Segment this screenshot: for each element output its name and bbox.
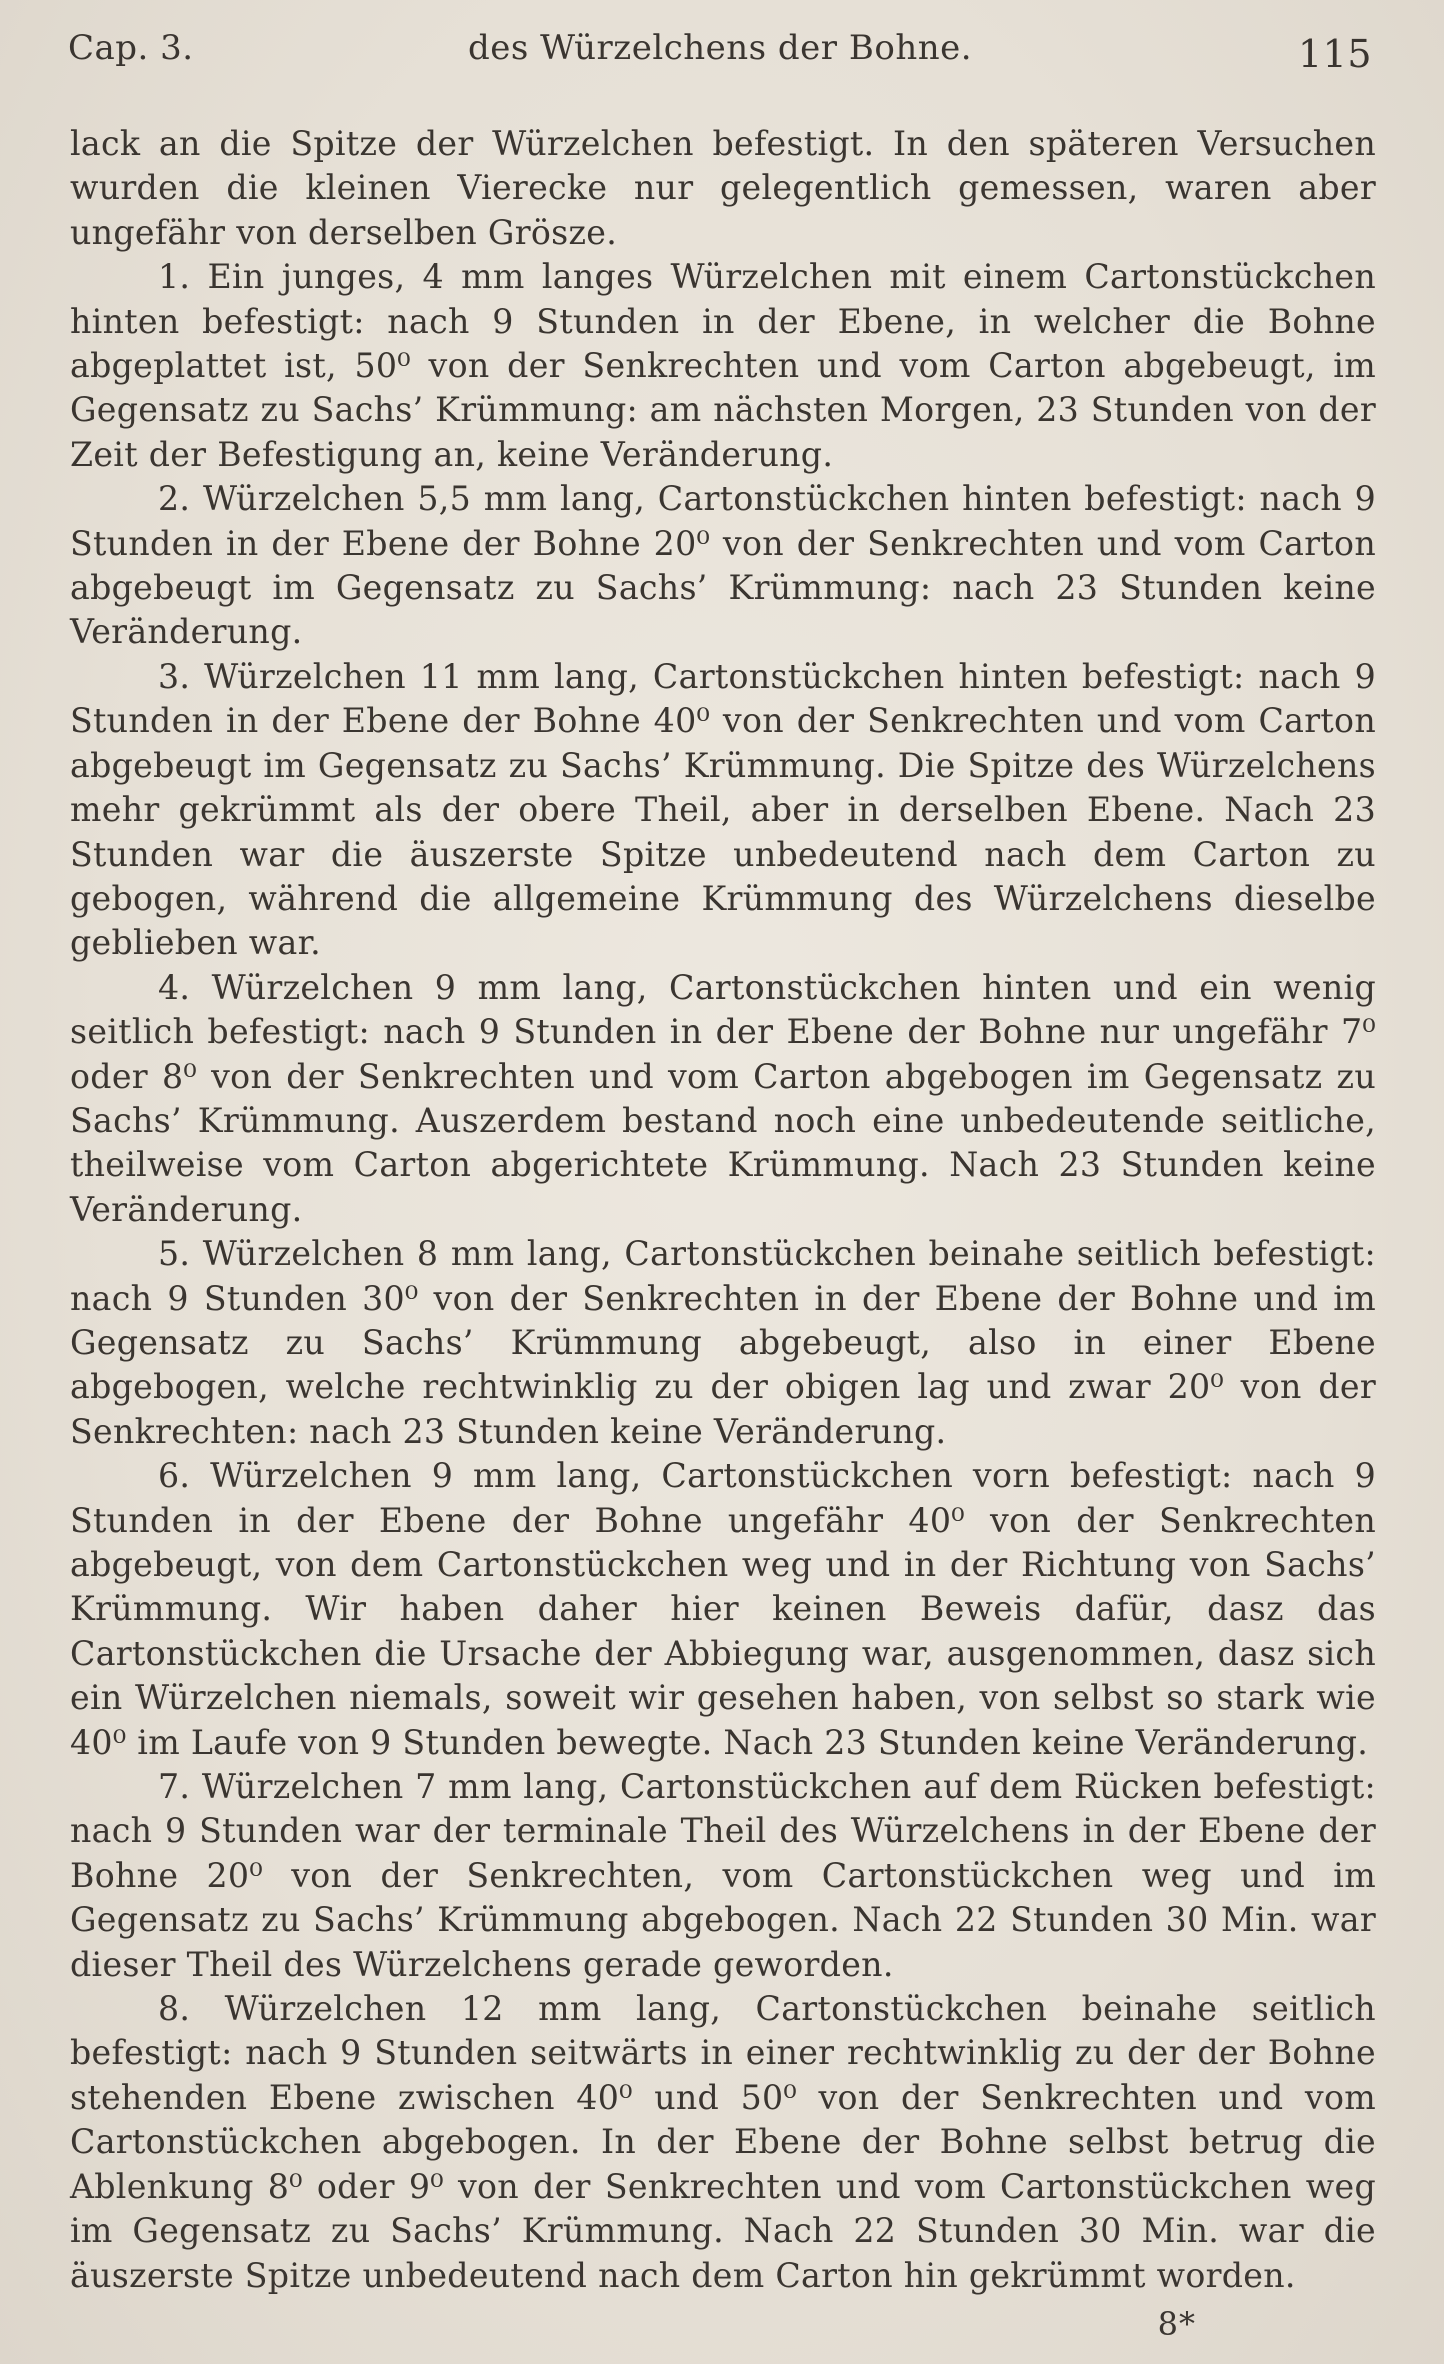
paragraph-experiment-4: 4. Würzelchen 9 mm lang, Cartonstückchen hinten und ein wenig seitlich befestigt: nach 9 Stunden in der Ebene der Bohne nur ungefähr 7⁰ oder 8⁰ von der Senkrechten und vom Carton abgebogen im Gegensatz zu Sachs’ Krümmung. Auszerdem bestand noch eine unbedeutende seitliche, theilweise vom Carton abgerichtete Krümmung. Nach 23 Stunden keine Veränderung. — [70, 967, 1376, 1229]
page-number: 115 — [1297, 32, 1372, 76]
paragraph-experiment-5: 5. Würzelchen 8 mm lang, Cartonstückchen beinahe seitlich befestigt: nach 9 Stunden 30⁰ von der Senkrechten in der Ebene der Bohne und im Gegensatz zu Sachs’ Krümmung abgebeugt, also in einer Ebene abgebogen, welche rechtwinklig zu der obigen lag und zwar 20⁰ von der Senkrechten: nach 23 Stunden keine Veränderung. — [70, 1234, 1376, 1451]
signature-mark: 8* — [1157, 2305, 1196, 2343]
paragraph-experiment-1: 1. Ein junges, 4 mm langes Würzelchen mit einem Cartonstückchen hinten befestigt: nach 9 Stunden in der Ebene, in welcher die Bohne abgeplattet ist, 50⁰ von der Senkrechten und vom Carton abgebeugt, im Gegensatz zu Sachs’ Krümmung: am nächsten Morgen, 23 Stunden von der Zeit der Befestigung an, keine Veränderung. — [70, 257, 1376, 474]
running-title: des Würzelchens der Bohne. — [467, 28, 973, 68]
paragraph-experiment-7: 7. Würzelchen 7 mm lang, Cartonstückchen auf dem Rücken befestigt: nach 9 Stunden war der terminale Theil des Würzelchens in der Ebene der Bohne 20⁰ von der Senkrechten, vom Cartonstückchen weg und im Gegensatz zu Sachs’ Krümmung abgebogen. Nach 22 Stunden 30 Min. war dieser Theil des Würzelchens gerade geworden. — [70, 1767, 1376, 1984]
paragraph-experiment-6: 6. Würzelchen 9 mm lang, Cartonstückchen vorn befestigt: nach 9 Stunden in der Ebene der Bohne ungefähr 40⁰ von der Senkrechten abgebeugt, von dem Cartonstückchen weg und in der Richtung von Sachs’ Krümmung. Wir haben daher hier keinen Beweis dafür, dasz das Cartonstückchen die Ursache der Abbiegung war, ausgenommen, dasz sich ein Würzelchen niemals, soweit wir gesehen haben, von selbst so stark wie 40⁰ im Laufe von 9 Stunden bewegte. Nach 23 Stunden keine Veränderung. — [70, 1456, 1376, 1762]
paragraph-0: lack an die Spitze der Würzelchen befestigt. In den späteren Versuchen wurden die kleinen Vierecke nur gelegentlich gemessen, waren aber ungefähr von derselben Grösze. — [70, 124, 1376, 252]
body-text — [70, 122, 1376, 2298]
paragraph-experiment-3: 3. Würzelchen 11 mm lang, Cartonstückchen hinten befestigt: nach 9 Stunden in der Ebene der Bohne 40⁰ von der Senkrechten und vom Carton abgebeugt im Gegensatz zu Sachs’ Krümmung. Die Spitze des Würzelchens mehr gekrümmt als der obere Theil, aber in derselben Ebene. Nach 23 Stunden war die äuszerste Spitze unbedeutend nach dem Carton zu gebogen, während die allgemeine Krümmung des Würzelchens dieselbe geblieben war. — [70, 656, 1376, 963]
paragraph-experiment-8: 8. Würzelchen 12 mm lang, Cartonstückchen beinahe seitlich befestigt: nach 9 Stunden seitwärts in einer rechtwinklig zu der der Bohne stehenden Ebene zwischen 40⁰ und 50⁰ von der Senkrechten und vom Cartonstückchen abgebogen. In der Ebene der Bohne selbst betrug die Ablenkung 8⁰ oder 9⁰ von der Senkrechten und vom Cartonstückchen weg im Gegensatz zu Sachs’ Krümmung. Nach 22 Stunden 30 Min. war die äuszerste Spitze unbedeutend nach dem Carton hin gekrümmt worden. — [70, 1989, 1376, 2295]
running-head — [68, 28, 1372, 78]
paragraph-experiment-2: 2. Würzelchen 5,5 mm lang, Cartonstückchen hinten befestigt: nach 9 Stunden in der Ebene der Bohne 20⁰ von der Senkrechten und vom Carton abgebeugt im Gegensatz zu Sachs’ Krümmung: nach 23 Stunden keine Veränderung. — [70, 479, 1376, 652]
chapter-label: Cap. 3. — [68, 28, 194, 68]
